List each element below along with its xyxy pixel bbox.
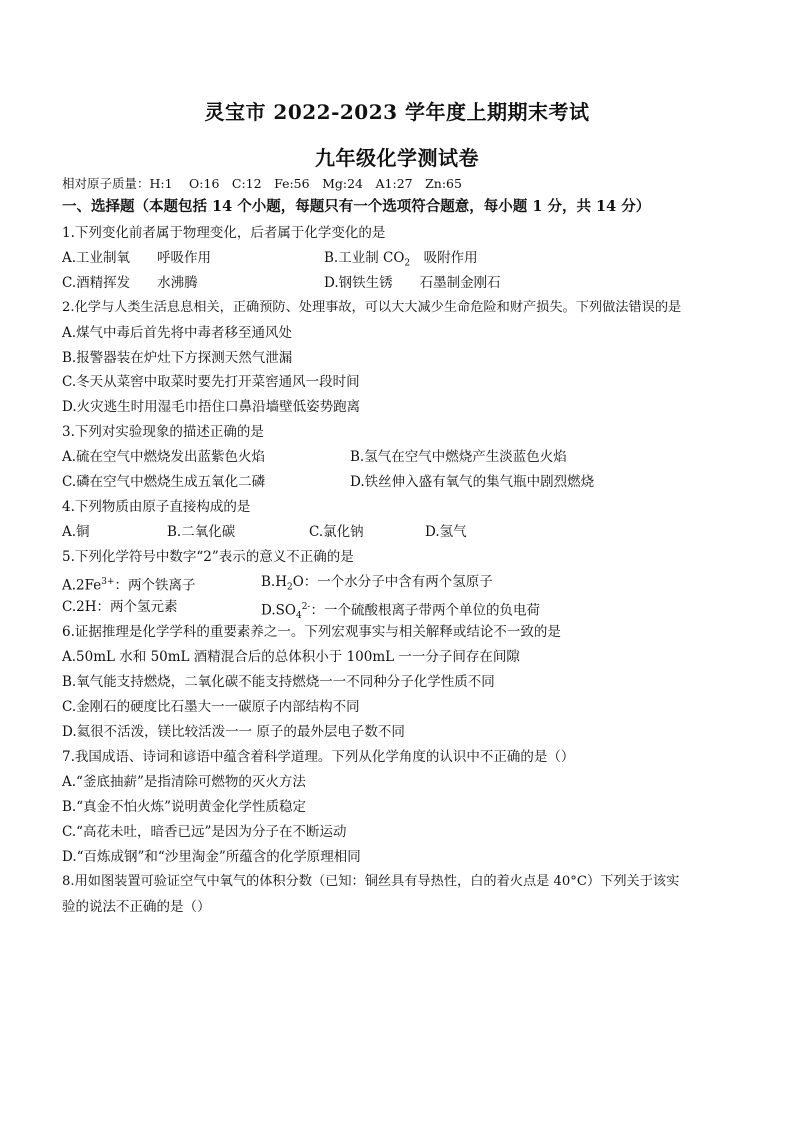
question-1-option-d: D.钢铁生锈 石墨制金刚石 [324,275,501,291]
question-7-option-a: A.“釜底抽薪”是指清除可燃物的灭火方法 [62,774,306,790]
question-4-option-b: B.二氧化碳 [167,524,236,540]
question-2-option-d: D.火灾逃生时用湿毛巾捂住口鼻沿墙壁低姿势跑离 [62,399,361,415]
question-1-option-b: B.工业制 $CO_2$ 吸附作用 [324,250,478,269]
question-2-option-b: B.报警器装在炉灶下方探测天然气泄漏 [62,350,293,366]
question-3-stem: 3.下列对实验现象的描述正确的是 [62,424,264,440]
question-3-option-d: D.铁丝伸入盛有氧气的集气瓶中剧烈燃烧 [350,474,595,490]
question-4-option-c: C.氯化钠 [309,524,364,540]
question-5-option-c: C.2H：两个氢元素 [62,599,178,615]
question-5-stem: 5.下列化学符号中数字“2”表示的意义不正确的是 [62,549,354,565]
question-4-stem: 4.下列物质由原子直接构成的是 [62,499,251,515]
question-6-option-d: D.氦很不活泼，镁比较活泼一一 原子的最外层电子数不同 [62,724,405,740]
question-8-stem-line-2: 验的说法不正确的是（） [62,899,211,915]
question-3-option-b: B.氢气在空气中燃烧产生淡蓝色火焰 [350,449,567,465]
question-6-option-c: C.金刚石的硬度比石墨大一一碳原子内部结构不同 [62,699,360,715]
question-3-option-c: C.磷在空气中燃烧生成五氧化二磷 [62,474,266,490]
question-5-option-a: $A.2Fe^{3+}$：两个铁离子 [62,577,196,594]
question-1-option-c: C.酒精挥发 水沸腾 [62,275,198,291]
question-1-stem: 1.下列变化前者属于物理变化，后者属于化学变化的是 [62,225,386,241]
question-2-stem: 2.化学与人类生活息息相关，正确预防、处理事故，可以大大减少生命危险和财产损失。下列做法错误的是 [62,300,682,315]
question-3-option-a: A.硫在空气中燃烧发出蓝紫色火焰 [62,449,266,465]
question-1-option-a: A.工业制氧 呼吸作用 [62,250,212,266]
question-4-option-d: D.氢气 [425,524,467,540]
question-7-stem: 7.我国成语、诗词和谚语中蕴含着科学道理。下列从化学角度的认识中不正确的是（） [62,749,575,765]
question-8-stem-line-1: 8.用如图装置可验证空气中氧气的体积分数（已知：铜丝具有导热性，白的着火点是 40°C）下列关于该实 [62,874,680,889]
question-7-option-c: C.“高花未吐，暗香已远”是因为分子在不断运动 [62,824,347,840]
question-4-option-a: A.铜 [62,524,90,540]
question-2-option-c: C.冬天从菜窖中取菜时要先打开菜窖通风一段时间 [62,374,360,390]
atomic-mass-line: 相对原子质量：H:1 O:16 C:12 Fe:56 Mg:24 A1:27 Zn:65 [62,176,462,191]
exam-title: 灵宝市 2022-2023 学年度上期期末考试 [204,100,590,124]
question-5-option-b: $B.H_2O$：一个水分子中含有两个氢原子 [261,574,493,593]
question-7-option-b: B.“真金不怕火炼”说明黄金化学性质稳定 [62,799,307,815]
section-heading: 一、选择题（本题包括 14 个小题，每题只有一个选项符合题意，每小题 1 分，共 14 分） [62,198,651,215]
question-7-option-d: D.“百炼成钢”和“沙里淘金”所蕴含的化学原理相同 [62,849,361,865]
question-6-stem: 6.证据推理是化学学科的重要素养之一。下列宏观事实与相关解释或结论不一致的是 [62,624,561,640]
exam-subtitle: 九年级化学测试卷 [315,146,479,170]
question-6-option-b: B.氧气能支持燃烧，二氧化碳不能支持燃烧一一不同种分子化学性质不同 [62,674,495,690]
question-2-option-a: A.煤气中毒后首先将中毒者移至通风处 [62,325,293,341]
question-5-option-d: $D.SO_4^{2-}$：一个硫酸根离子带两个单位的负电荷 [261,602,540,622]
question-6-option-a: A.50mL 水和 50mL 酒精混合后的总体积小于 100mL 一一分子间存在间隙 [62,649,520,665]
